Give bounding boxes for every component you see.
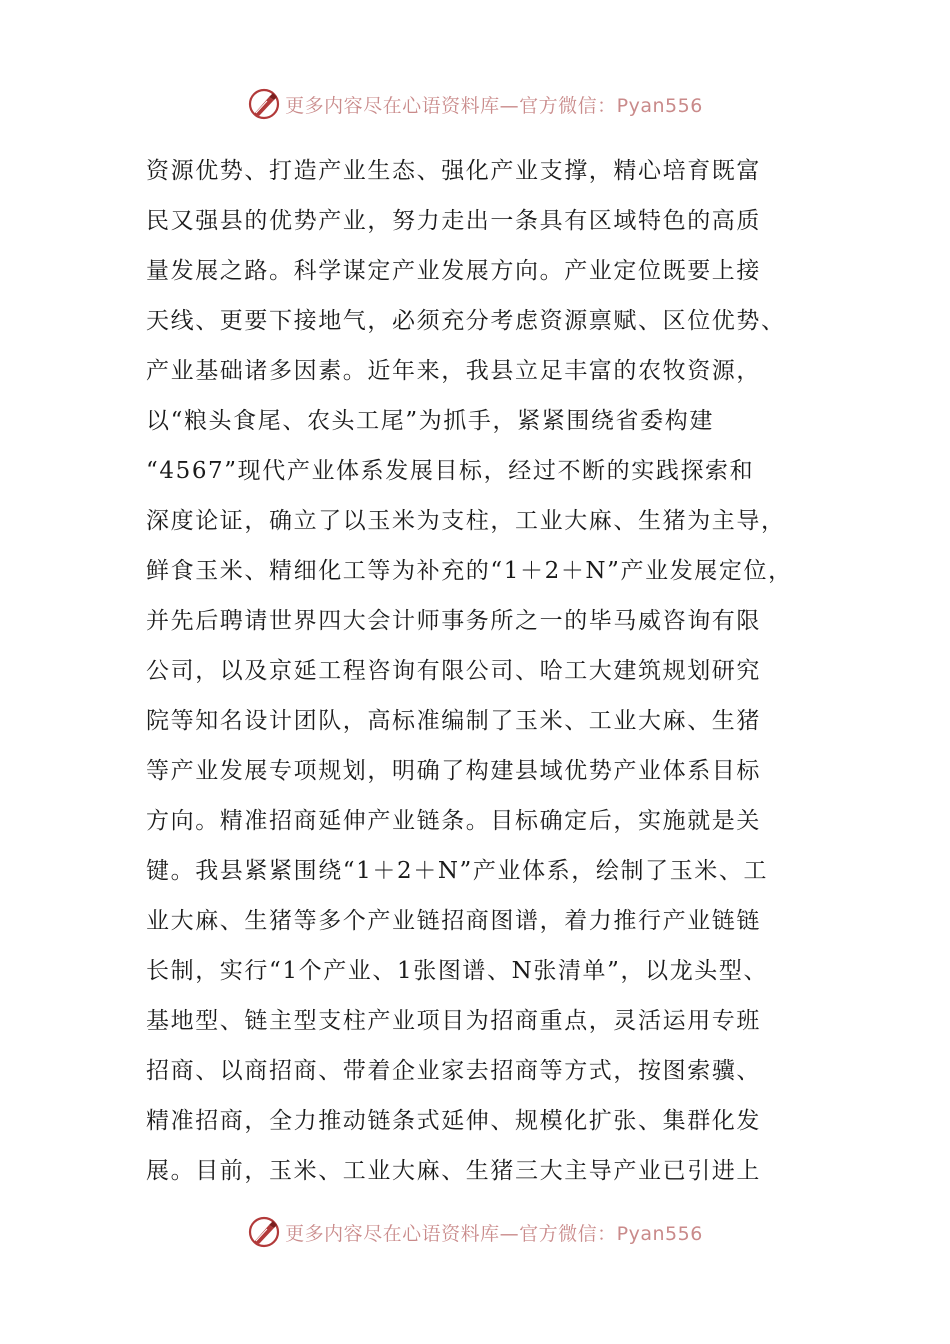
body-line: 基地型、链主型支柱产业项目为招商重点，灵活运用专班 [146, 1008, 761, 1034]
body-text [146, 146, 826, 1196]
footer-banner [0, 1212, 950, 1252]
header-banner [0, 84, 950, 124]
body-line: 等产业发展专项规划，明确了构建县域优势产业体系目标 [146, 758, 761, 784]
pen-nib-logo-icon [247, 1215, 281, 1249]
body-line: 资源优势、打造产业生态、强化产业支撑，精心培育既富 [146, 158, 761, 184]
body-line: 量发展之路。科学谋定产业发展方向。产业定位既要上接 [146, 258, 761, 284]
header-text: 更多内容尽在心语资料库—官方微信：Pyan556 [285, 94, 703, 117]
body-line: 深度论证，确立了以玉米为支柱，工业大麻、生猪为主导， [146, 508, 786, 534]
body-line: 天线、更要下接地气，必须充分考虑资源禀赋、区位优势、 [146, 308, 786, 334]
body-line: 业大麻、生猪等多个产业链招商图谱，着力推行产业链链 [146, 908, 761, 934]
body-line: 并先后聘请世界四大会计师事务所之一的毕马威咨询有限 [146, 608, 761, 634]
body-line: 招商、以商招商、带着企业家去招商等方式，按图索骥、 [146, 1058, 761, 1084]
body-line: 精准招商，全力推动链条式延伸、规模化扩张、集群化发 [146, 1108, 761, 1134]
body-line: 方向。精准招商延伸产业链条。目标确定后，实施就是关 [146, 808, 761, 834]
body-line: 键。我县紧紧围绕“1＋2＋N”产业体系，绘制了玉米、工 [146, 858, 769, 884]
body-line: 民又强县的优势产业，努力走出一条具有区域特色的高质 [146, 208, 761, 234]
body-line: 长制，实行“1个产业、1张图谱、N张清单”，以龙头型、 [146, 958, 769, 984]
body-line: 展。目前，玉米、工业大麻、生猪三大主导产业已引进上 [146, 1158, 761, 1184]
body-line: 院等知名设计团队，高标准编制了玉米、工业大麻、生猪 [146, 708, 761, 734]
body-line: 鲜食玉米、精细化工等为补充的“1＋2＋N”产业发展定位， [146, 558, 793, 584]
body-line: 以“粮头食尾、农头工尾”为抓手，紧紧围绕省委构建 [146, 408, 714, 434]
body-line: 产业基础诸多因素。近年来，我县立足丰富的农牧资源， [146, 358, 761, 384]
body-line: 公司，以及京延工程咨询有限公司、哈工大建筑规划研究 [146, 658, 761, 684]
pen-nib-logo-icon [247, 87, 281, 121]
body-line: “4567”现代产业体系发展目标，经过不断的实践探索和 [146, 458, 755, 484]
footer-text: 更多内容尽在心语资料库—官方微信：Pyan556 [285, 1222, 703, 1245]
